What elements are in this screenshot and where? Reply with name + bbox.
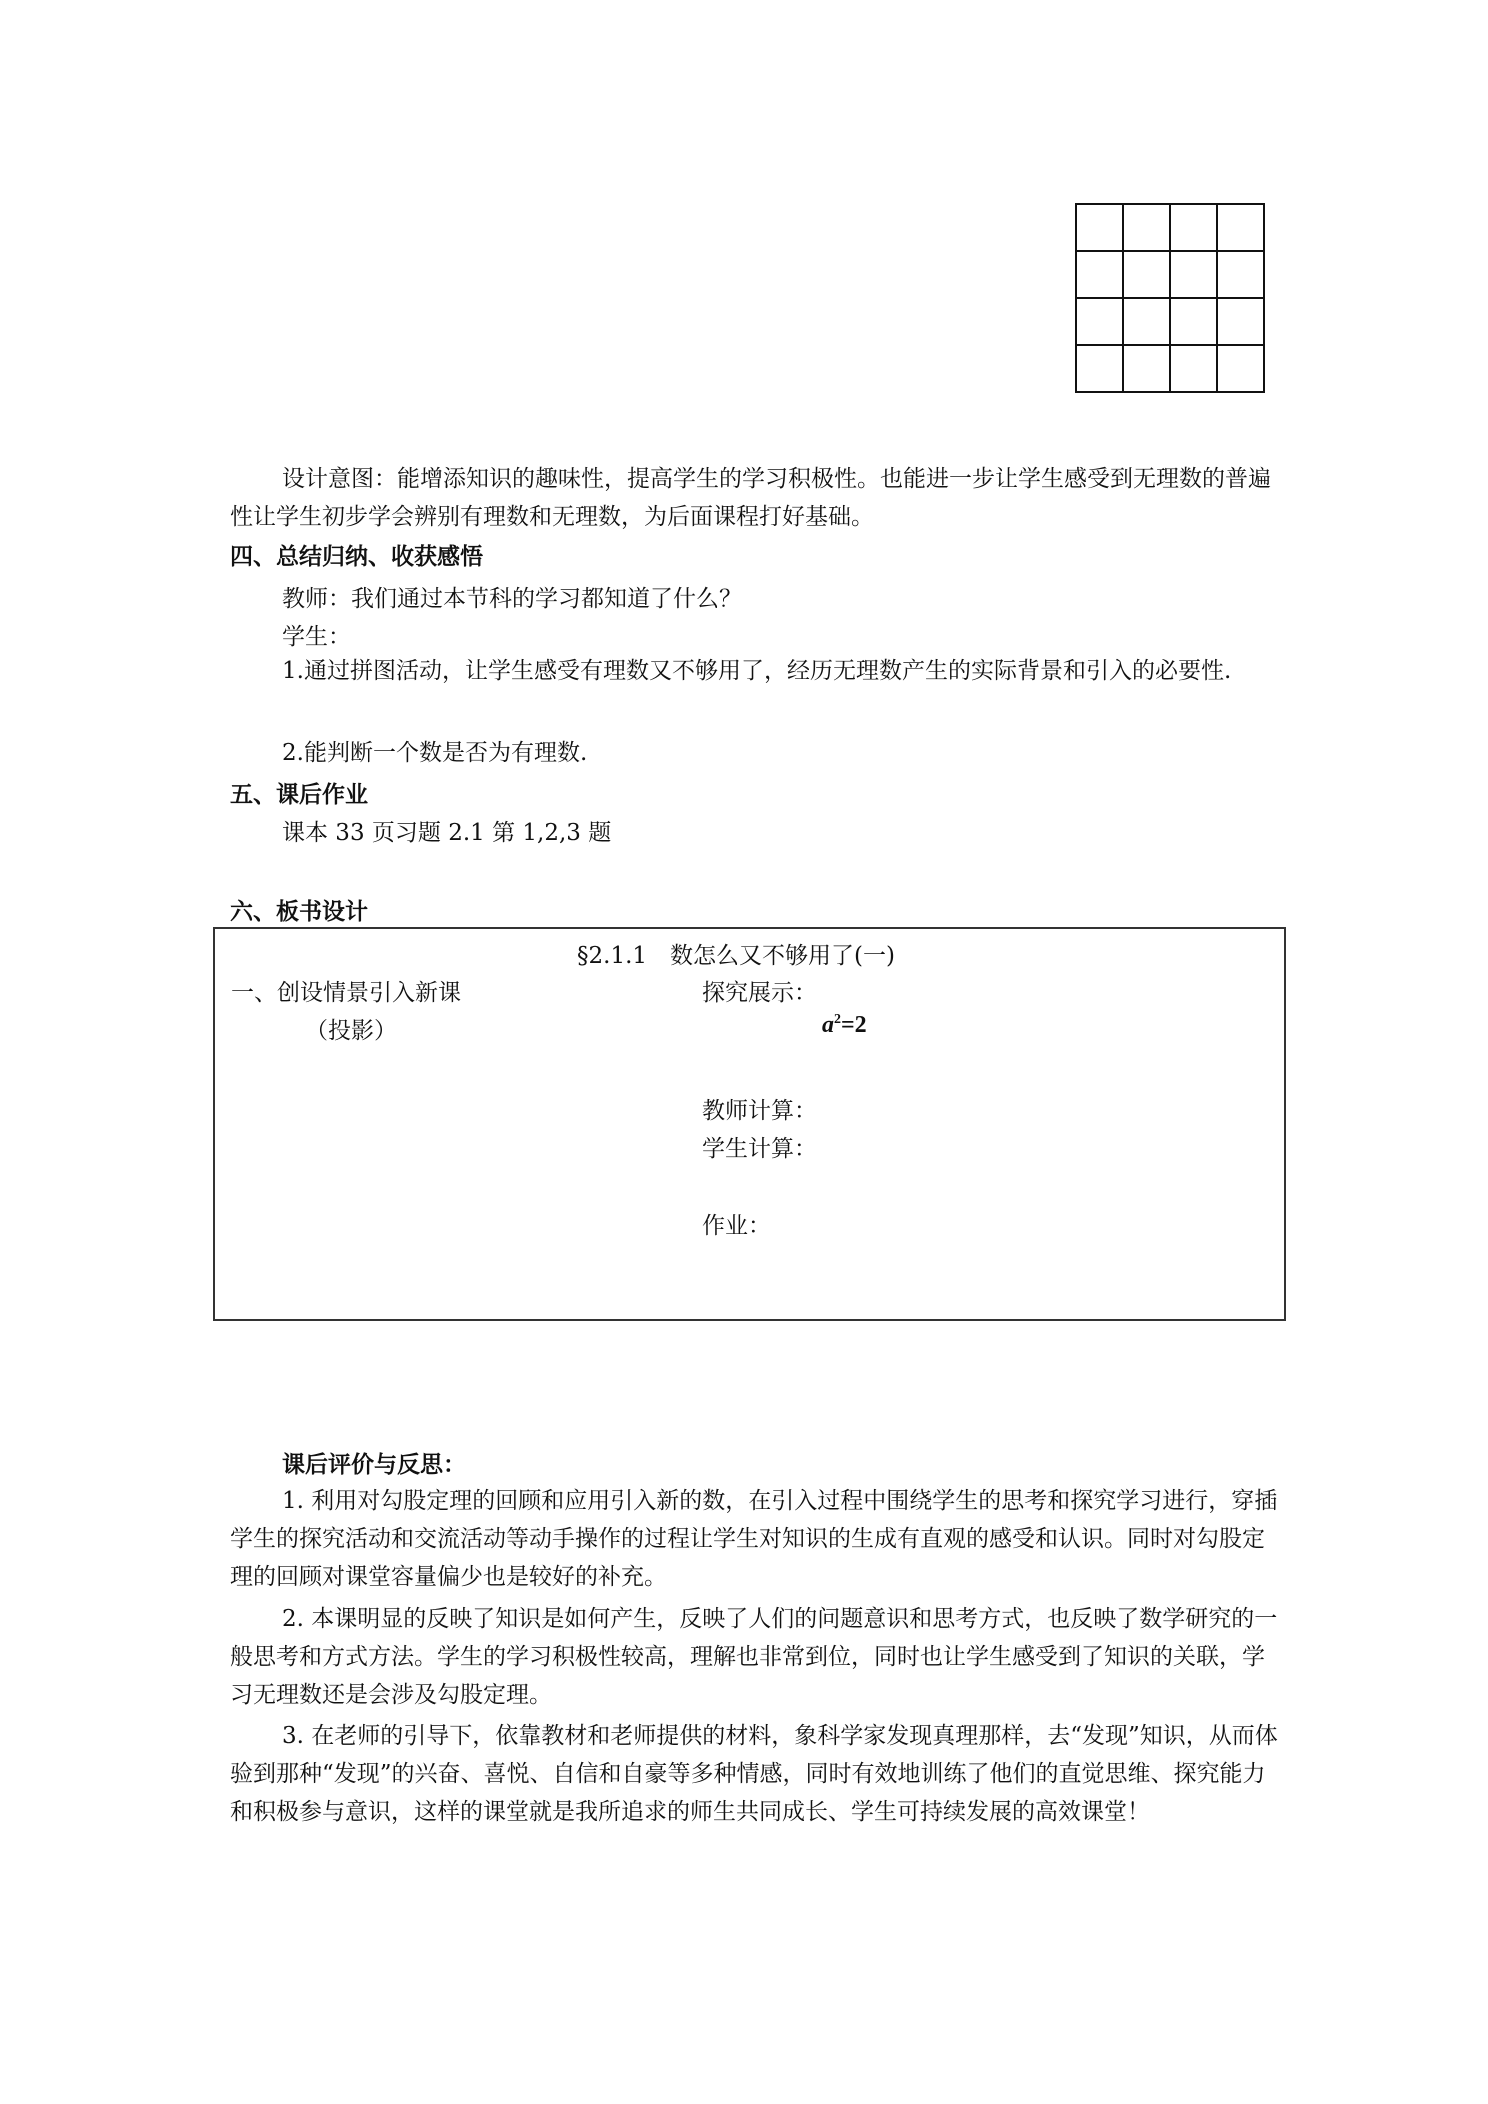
homework-text: 课本 33 页习题 2.1 第 1,2,3 题	[282, 820, 612, 846]
blackboard-design-box	[213, 927, 1286, 1321]
summary-point-2: 2.能判断一个数是否为有理数.	[282, 740, 588, 766]
section6-heading: 六、板书设计	[230, 898, 368, 925]
square-grid-figure	[1075, 203, 1265, 393]
teacher-question: 教师：我们通过本节科的学习都知道了什么？	[282, 586, 742, 612]
grid-line	[1077, 250, 1263, 252]
board-homework: 作业：	[702, 1213, 771, 1239]
student-label: 学生：	[282, 624, 351, 650]
board-formula: $a^2=2$	[822, 1012, 867, 1038]
section4-heading: 四、总结归纳、收获感悟	[230, 543, 483, 570]
board-explore-label: 探究展示：	[702, 980, 817, 1006]
section5-heading: 五、课后作业	[230, 781, 368, 808]
board-left-line-2: （投影）	[305, 1018, 397, 1044]
grid-line	[1077, 344, 1263, 346]
reflection-point-3: 3. 在老师的引导下，依靠教材和老师提供的材料，象科学家发现真理那样，去“发现”知识，从而体验到那种“发现”的兴奋、喜悦、自信和自豪等多种情感，同时有效地训练了他们的直觉思维、探究能力和积极参与意识，这样的课堂就是我所追求的师生共同成长、学生可持续发展的高效课堂！	[230, 1723, 1278, 1825]
summary-point-1: 1.通过拼图活动，让学生感受有理数又不够用了，经历无理数产生的实际背景和引入的必要性.	[282, 658, 1232, 684]
board-student-calc: 学生计算：	[702, 1136, 817, 1162]
reflection-point-2: 2. 本课明显的反映了知识是如何产生，反映了人们的问题意识和思考方式，也反映了数学研究的一般思考和方式方法。学生的学习积极性较高，理解也非常到位，同时也让学生感受到了知识的关联，学习无理数还是会涉及勾股定理。	[230, 1606, 1278, 1708]
board-left-line-1: 一、创设情景引入新课	[231, 980, 461, 1006]
reflection-point-1: 1. 利用对勾股定理的回顾和应用引入新的数，在引入过程中围绕学生的思考和探究学习进行，穿插学生的探究活动和交流活动等动手操作的过程让学生对知识的生成有直观的感受和认识。同时对勾股定理的回顾对课堂容量偏少也是较好的补充。	[230, 1488, 1278, 1590]
reflection-heading: 课后评价与反思：	[282, 1451, 466, 1478]
board-teacher-calc: 教师计算：	[702, 1098, 817, 1124]
grid-line	[1077, 297, 1263, 299]
design-intent-paragraph: 设计意图：能增添知识的趣味性，提高学生的学习积极性。也能进一步让学生感受到无理数的普遍性让学生初步学会辨别有理数和无理数，为后面课程打好基础。	[230, 466, 1271, 530]
board-title: §2.1.1 数怎么又不够用了(一)	[577, 943, 895, 969]
